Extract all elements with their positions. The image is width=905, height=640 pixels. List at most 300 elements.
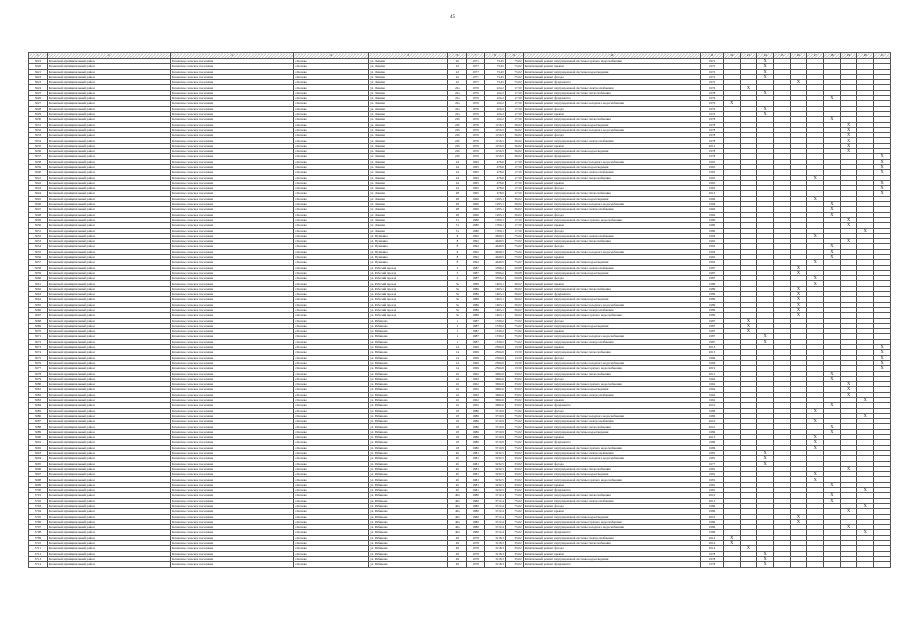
- table-cell: Капитальный ремонт крыши: [523, 223, 700, 228]
- table-cell: с.Кочево: [294, 85, 369, 90]
- table-cell: 1992: [701, 260, 724, 265]
- table-cell: с.Кочево: [294, 254, 369, 259]
- table-cell: X: [757, 90, 774, 95]
- table-cell: Кочевское сельское поселение: [170, 281, 293, 286]
- table-cell: 3640: [29, 170, 48, 175]
- table-cell: 3712,4: [485, 498, 506, 503]
- table-cell: с.Кочево: [294, 233, 369, 238]
- table-cell: 3118,3: [485, 546, 506, 551]
- table-cell: Кочевской муниципальный район: [47, 371, 170, 376]
- table-cell: Кочевское сельское поселение: [170, 239, 293, 244]
- table-cell: Капитальный ремонт внутридомовой системы теплоснабжения: [523, 424, 700, 429]
- table-cell: 1978: [467, 546, 485, 551]
- table-cell: 24: [448, 180, 467, 185]
- table-cell: 3712,4: [485, 525, 506, 530]
- table-cell: 18: [448, 408, 467, 413]
- table-cell: с.Кочево: [294, 466, 369, 471]
- table-cell: Капитальный ремонт фундамента: [523, 154, 700, 159]
- table-cell: 1976: [467, 101, 485, 106]
- table-cell: 40а: [448, 519, 467, 524]
- table-cell: 35,02: [505, 551, 523, 556]
- table-cell: 24: [448, 159, 467, 164]
- table-cell: 22б: [448, 138, 467, 143]
- table-cell: X: [824, 424, 841, 429]
- table-cell: 1978: [701, 138, 724, 143]
- table-cell: 3625: [29, 90, 48, 95]
- table-cell: с.Кочево: [294, 239, 369, 244]
- table-cell: 3703: [29, 503, 48, 508]
- table-cell: Капитальный ремонт внутридомовой системы горячего водоснабжения: [523, 313, 700, 318]
- table-cell: Кочевское сельское поселение: [170, 69, 293, 74]
- table-cell: Капитальный ремонт внутридомовой системы горячего водоснабжения: [523, 366, 700, 371]
- table-cell: 2010: [701, 419, 724, 424]
- table-cell: 1965: [467, 170, 485, 175]
- table-cell: 75,02: [505, 80, 523, 85]
- table-cell: ул. Рябинова: [369, 424, 448, 429]
- table-cell: 1978: [701, 122, 724, 127]
- table-cell: 1966: [467, 207, 485, 212]
- table-cell: с.Кочево: [294, 435, 369, 440]
- table-cell: X: [857, 503, 874, 508]
- table-cell: Кочевское сельское поселение: [170, 498, 293, 503]
- table-cell: 75,02: [505, 249, 523, 254]
- table-cell: 40а: [448, 514, 467, 519]
- table-cell: 1295,1: [485, 207, 506, 212]
- table-cell: 1: [448, 318, 467, 323]
- table-cell: 3677: [29, 366, 48, 371]
- table-cell: 2012: [701, 143, 724, 148]
- table-cell: Кочевское сельское поселение: [170, 541, 293, 546]
- table-cell: Кочевской муниципальный район: [47, 143, 170, 148]
- table-cell: 1980: [701, 228, 724, 233]
- table-cell: с.Кочево: [294, 366, 369, 371]
- table-cell: Капитальный ремонт внутридомовой системы горячего водоснабжения: [523, 519, 700, 524]
- table-cell: Кочевское сельское поселение: [170, 440, 293, 445]
- table-cell: 1463,1: [485, 307, 506, 312]
- table-cell: ул. Рябинова: [369, 440, 448, 445]
- table-cell: 1463,1: [485, 313, 506, 318]
- table-cell: 1962: [467, 376, 485, 381]
- table-cell: 1530,2: [485, 329, 506, 334]
- table-cell: 22: [448, 64, 467, 69]
- table-cell: Кочевской муниципальный район: [47, 170, 170, 175]
- table-cell: 1987: [467, 270, 485, 275]
- table-cell: ул. Рябинова: [369, 339, 448, 344]
- table-cell: 3712,4: [485, 514, 506, 519]
- column-header: 4: [294, 53, 369, 59]
- table-cell: 24: [448, 164, 467, 169]
- table-cell: ул. Ленина: [369, 170, 448, 175]
- table-cell: Кочевское сельское поселение: [170, 329, 293, 334]
- table-cell: ул. Ленина: [369, 64, 448, 69]
- table-cell: 3118,3: [485, 551, 506, 556]
- table-cell: 1981: [467, 472, 485, 477]
- table-cell: 18: [448, 424, 467, 429]
- table-cell: Капитальный ремонт внутридомовой системы горячего водоснабжения: [523, 59, 700, 64]
- table-cell: ул. Ленина: [369, 96, 448, 101]
- table-cell: ул. Рябинова: [369, 519, 448, 524]
- table-cell: Капитальный ремонт внутридомовой системы теплоснабжения: [523, 191, 700, 196]
- table-cell: 1965: [701, 180, 724, 185]
- table-cell: ул. Ленина: [369, 111, 448, 116]
- table-cell: Кочевской муниципальный район: [47, 96, 170, 101]
- table-cell: Кочевской муниципальный район: [47, 488, 170, 493]
- table-cell: 3661: [29, 281, 48, 286]
- table-cell: с.Кочево: [294, 217, 369, 222]
- table-cell: 2594,9: [485, 350, 506, 355]
- table-cell: X: [824, 254, 841, 259]
- table-cell: ул. Ленина: [369, 69, 448, 74]
- table-cell: с.Кочево: [294, 329, 369, 334]
- table-cell: 2010: [701, 493, 724, 498]
- table-cell: X: [807, 472, 824, 477]
- table-cell: Капитальный ремонт внутридомовой системы водоотведения: [523, 472, 700, 477]
- table-cell: X: [757, 69, 774, 74]
- table-cell: ул. Рябинова: [369, 435, 448, 440]
- table-cell: 3632: [29, 127, 48, 132]
- column-header: 20: [857, 53, 874, 59]
- table-cell: Кочевское сельское поселение: [170, 366, 293, 371]
- table-cell: 22: [448, 74, 467, 79]
- table-cell: [790, 562, 807, 567]
- table-cell: 3663: [29, 292, 48, 297]
- table-cell: 1992: [701, 244, 724, 249]
- table-cell: Капитальный ремонт крыши: [523, 180, 700, 185]
- table-cell: X: [807, 435, 824, 440]
- table-cell: ул. Рябинова: [369, 382, 448, 387]
- table-cell: 1986: [467, 429, 485, 434]
- column-header: 5: [369, 53, 448, 59]
- table-cell: Кочевской муниципальный район: [47, 519, 170, 524]
- table-cell: Кочевское сельское поселение: [170, 149, 293, 154]
- table-cell: Кочевское сельское поселение: [170, 419, 293, 424]
- table-cell: с.Кочево: [294, 408, 369, 413]
- table-cell: ул. Ленина: [369, 191, 448, 196]
- table-cell: 1992: [701, 233, 724, 238]
- table-cell: 1987: [467, 329, 485, 334]
- table-cell: 3648: [29, 212, 48, 217]
- table-cell: X: [874, 164, 891, 169]
- table-cell: 40а: [448, 530, 467, 535]
- table-cell: 1977: [467, 69, 485, 74]
- table-cell: X: [824, 376, 841, 381]
- table-cell: X: [790, 313, 807, 318]
- table-cell: ул. Рябинова: [369, 556, 448, 561]
- table-cell: 1981: [701, 472, 724, 477]
- table-cell: с.Кочево: [294, 96, 369, 101]
- table-cell: Кочевское сельское поселение: [170, 466, 293, 471]
- table-cell: 3710,9: [485, 429, 506, 434]
- table-cell: 1760,1: [485, 217, 506, 222]
- table-cell: 1987: [701, 270, 724, 275]
- table-cell: 14: [448, 345, 467, 350]
- table-cell: 17,50: [505, 90, 523, 95]
- table-cell: 3684: [29, 403, 48, 408]
- table-cell: 1976: [701, 101, 724, 106]
- table-cell: Капитальный ремонт внутридомовой системы электроснабжения: [523, 170, 700, 175]
- table-cell: 3692,6: [485, 376, 506, 381]
- table-cell: Капитальный ремонт внутридомовой системы электроснабжения: [523, 138, 700, 143]
- table-cell: Капитальный ремонт внутридомовой системы теплоснабжения: [523, 239, 700, 244]
- table-cell: X: [840, 127, 857, 132]
- table-cell: 17,50: [505, 159, 523, 164]
- table-cell: 75,02: [505, 509, 523, 514]
- table-cell: 1965: [467, 159, 485, 164]
- table-cell: Кочевской муниципальный район: [47, 318, 170, 323]
- table-cell: Кочевское сельское поселение: [170, 519, 293, 524]
- table-cell: 40а: [448, 498, 467, 503]
- table-cell: 1530,2: [485, 334, 506, 339]
- table-cell: Кочевской муниципальный район: [47, 339, 170, 344]
- table-cell: Кочевское сельское поселение: [170, 196, 293, 201]
- table-cell: с.Кочево: [294, 503, 369, 508]
- table-cell: X: [723, 541, 740, 546]
- table-cell: 1976: [467, 138, 485, 143]
- table-cell: 22а: [448, 85, 467, 90]
- table-cell: 1980: [467, 228, 485, 233]
- table-cell: Капитальный ремонт внутридомовой системы теплоснабжения: [523, 117, 700, 122]
- table-cell: 1969: [701, 360, 724, 365]
- table-cell: ул. Ленина: [369, 85, 448, 90]
- column-header: 19: [840, 53, 857, 59]
- table-cell: 18: [448, 413, 467, 418]
- table-cell: с.Кочево: [294, 265, 369, 270]
- table-cell: ул. Рябинова: [369, 366, 448, 371]
- table-cell: 73,45: [485, 64, 506, 69]
- table-cell: 3650: [29, 223, 48, 228]
- table-cell: 8: [448, 254, 467, 259]
- table-cell: Капитальный ремонт внутридомовой системы электроснабжения: [523, 392, 700, 397]
- table-cell: с.Кочево: [294, 154, 369, 159]
- table-cell: Кочевское сельское поселение: [170, 217, 293, 222]
- table-cell: X: [790, 292, 807, 297]
- table-cell: с.Кочево: [294, 413, 369, 418]
- table-cell: 3636: [29, 149, 48, 154]
- column-header: 6: [448, 53, 467, 59]
- table-cell: [723, 562, 740, 567]
- table-cell: с.Кочево: [294, 196, 369, 201]
- table-cell: 1: [448, 329, 467, 334]
- table-cell: с.Кочево: [294, 398, 369, 403]
- table-cell: 1965: [467, 180, 485, 185]
- table-cell: 1986: [467, 509, 485, 514]
- table-cell: Капитальный ремонт внутридомовой системы холодного водоснабжения: [523, 202, 700, 207]
- table-cell: с.Кочево: [294, 556, 369, 561]
- table-cell: 1976: [467, 127, 485, 132]
- table-cell: Кочевское сельское поселение: [170, 170, 293, 175]
- table-cell: 1981: [467, 482, 485, 487]
- table-cell: Кочевской муниципальный район: [47, 429, 170, 434]
- table-cell: 3710,9: [485, 424, 506, 429]
- table-cell: ул. Рябинова: [369, 477, 448, 482]
- table-cell: ул. Рябинова: [369, 450, 448, 455]
- table-cell: 1977: [467, 80, 485, 85]
- table-cell: 2010: [701, 424, 724, 429]
- table-cell: 1981: [467, 466, 485, 471]
- table-cell: с.Кочево: [294, 371, 369, 376]
- table-cell: Кочевской муниципальный район: [47, 419, 170, 424]
- table-cell: 1989: [467, 302, 485, 307]
- table-cell: с.Кочево: [294, 313, 369, 318]
- table-cell: 1965: [467, 175, 485, 180]
- table-cell: 17,50: [505, 228, 523, 233]
- table-cell: 3701: [29, 493, 48, 498]
- table-cell: 1976: [701, 85, 724, 90]
- table-cell: 3704: [29, 509, 48, 514]
- table-cell: 3627: [29, 101, 48, 106]
- table-cell: X: [757, 74, 774, 79]
- table-cell: 35,02: [505, 546, 523, 551]
- table-cell: 3620: [29, 64, 48, 69]
- table-cell: 1977: [701, 461, 724, 466]
- table-cell: 1976: [467, 85, 485, 90]
- table-cell: 1986: [467, 440, 485, 445]
- table-cell: Кочевской муниципальный район: [47, 297, 170, 302]
- table-cell: Капитальный ремонт внутридомовой системы холодного водоснабжения: [523, 456, 700, 461]
- table-cell: 24: [448, 170, 467, 175]
- table-cell: 1156,5: [485, 138, 506, 143]
- table-cell: 3623: [29, 80, 48, 85]
- column-header: 1: [29, 53, 48, 59]
- column-header: 21: [874, 53, 891, 59]
- table-cell: [857, 562, 874, 567]
- table-cell: 3639: [29, 164, 48, 169]
- table-cell: 1976: [467, 143, 485, 148]
- table-cell: ул. Рябинова: [369, 466, 448, 471]
- table-cell: 3687: [29, 419, 48, 424]
- table-cell: 1992: [701, 254, 724, 259]
- table-cell: 1987: [467, 276, 485, 281]
- table-cell: 3649: [29, 217, 48, 222]
- table-cell: Кочевской муниципальный район: [47, 546, 170, 551]
- table-cell: Капитальный ремонт внутридомовой системы водоотведения: [523, 429, 700, 434]
- table-cell: X: [840, 143, 857, 148]
- table-cell: 3692,6: [485, 392, 506, 397]
- table-cell: с.Кочево: [294, 90, 369, 95]
- table-cell: 1976: [467, 111, 485, 116]
- table-cell: 1989: [701, 302, 724, 307]
- table-cell: 3712,4: [485, 493, 506, 498]
- table-cell: 1986: [701, 503, 724, 508]
- table-cell: ул. Ленина: [369, 228, 448, 233]
- table-cell: Капитальный ремонт внутридомовой системы водоотведения: [523, 323, 700, 328]
- table-cell: с.Кочево: [294, 212, 369, 217]
- table-cell: 75,02: [505, 64, 523, 69]
- table-cell: 36,02: [505, 207, 523, 212]
- table-cell: 8: [448, 239, 467, 244]
- table-cell: 22а: [448, 106, 467, 111]
- table-cell: 17,50: [505, 101, 523, 106]
- table-cell: 3а: [448, 281, 467, 286]
- column-header: 18: [824, 53, 841, 59]
- table-cell: Кочевской муниципальный район: [47, 106, 170, 111]
- table-cell: 36,02: [505, 281, 523, 286]
- table-cell: 3596,2: [485, 265, 506, 270]
- table-cell: с.Кочево: [294, 292, 369, 297]
- table-cell: 3713: [29, 556, 48, 561]
- table-cell: Кочевское сельское поселение: [170, 530, 293, 535]
- table-cell: 31: [448, 223, 467, 228]
- table-cell: 16: [448, 403, 467, 408]
- table-cell: 73,45: [485, 59, 506, 64]
- table-cell: ул. Ленина: [369, 180, 448, 185]
- table-cell: 13,50: [505, 350, 523, 355]
- table-cell: X: [757, 111, 774, 116]
- table-cell: 3692,6: [485, 403, 506, 408]
- table-cell: Кочевской муниципальный район: [47, 535, 170, 540]
- table-cell: 3712,4: [485, 530, 506, 535]
- table-cell: Кочевской муниципальный район: [47, 154, 170, 159]
- table-cell: X: [824, 249, 841, 254]
- table-cell: Кочевское сельское поселение: [170, 376, 293, 381]
- table-cell: 1978: [701, 562, 724, 567]
- table-cell: Капитальный ремонт внутридомовой системы теплоснабжения: [523, 371, 700, 376]
- table-cell: с.Кочево: [294, 514, 369, 519]
- table-cell: 75,02: [505, 498, 523, 503]
- table-cell: Кочевской муниципальный район: [47, 217, 170, 222]
- table-cell: ул. Рабочий проезд: [369, 302, 448, 307]
- table-cell: 22б: [448, 154, 467, 159]
- table-cell: ул. Рябинова: [369, 562, 448, 567]
- table-cell: X: [824, 493, 841, 498]
- table-cell: Кочевское сельское поселение: [170, 111, 293, 116]
- table-cell: с.Кочево: [294, 392, 369, 397]
- table-cell: с.Кочево: [294, 223, 369, 228]
- table-cell: X: [807, 260, 824, 265]
- table-cell: 3651: [29, 228, 48, 233]
- table-cell: ул. Рабочий проезд: [369, 281, 448, 286]
- table-cell: Капитальный ремонт внутридомовой системы холодного водоснабжения: [523, 413, 700, 418]
- table-cell: 1965: [467, 164, 485, 169]
- table-cell: 3628: [29, 106, 48, 111]
- table-cell: [807, 562, 824, 567]
- column-header: 3: [170, 53, 293, 59]
- table-cell: 14: [448, 366, 467, 371]
- table-cell: с.Кочево: [294, 170, 369, 175]
- table-cell: Капитальный ремонт фасада: [523, 408, 700, 413]
- table-cell: 3232,5: [485, 461, 506, 466]
- table-cell: 1987: [701, 265, 724, 270]
- table-cell: 1978: [467, 556, 485, 561]
- column-header: 14: [757, 53, 774, 59]
- table-cell: Кочевской муниципальный район: [47, 265, 170, 270]
- table-cell: с.Кочево: [294, 350, 369, 355]
- table-cell: Кочевской муниципальный район: [47, 392, 170, 397]
- table-cell: Капитальный ремонт внутридомовой системы холодного водоснабжения: [523, 159, 700, 164]
- table-cell: 1966: [467, 202, 485, 207]
- table-cell: 28: [448, 196, 467, 201]
- table-cell: Кочевское сельское поселение: [170, 122, 293, 127]
- table-cell: 22а: [448, 111, 467, 116]
- table-cell: Кочевское сельское поселение: [170, 101, 293, 106]
- table-cell: 1760,1: [485, 223, 506, 228]
- table-cell: Капитальный ремонт внутридомовой системы электроснабжения: [523, 339, 700, 344]
- table-cell: 4640,5: [485, 249, 506, 254]
- table-cell: с.Кочево: [294, 456, 369, 461]
- table-cell: 2594,9: [485, 366, 506, 371]
- table-cell: 35,02: [505, 562, 523, 567]
- table-cell: 1976: [467, 122, 485, 127]
- table-cell: 1156,5: [485, 122, 506, 127]
- table-cell: 75,02: [505, 334, 523, 339]
- table-cell: с.Кочево: [294, 482, 369, 487]
- table-cell: 1977: [467, 64, 485, 69]
- table-cell: Кочевской муниципальный район: [47, 133, 170, 138]
- table-cell: 1969: [467, 345, 485, 350]
- table-cell: 1962: [701, 398, 724, 403]
- table-cell: 224,2: [485, 90, 506, 95]
- table-cell: ул. Рябинова: [369, 371, 448, 376]
